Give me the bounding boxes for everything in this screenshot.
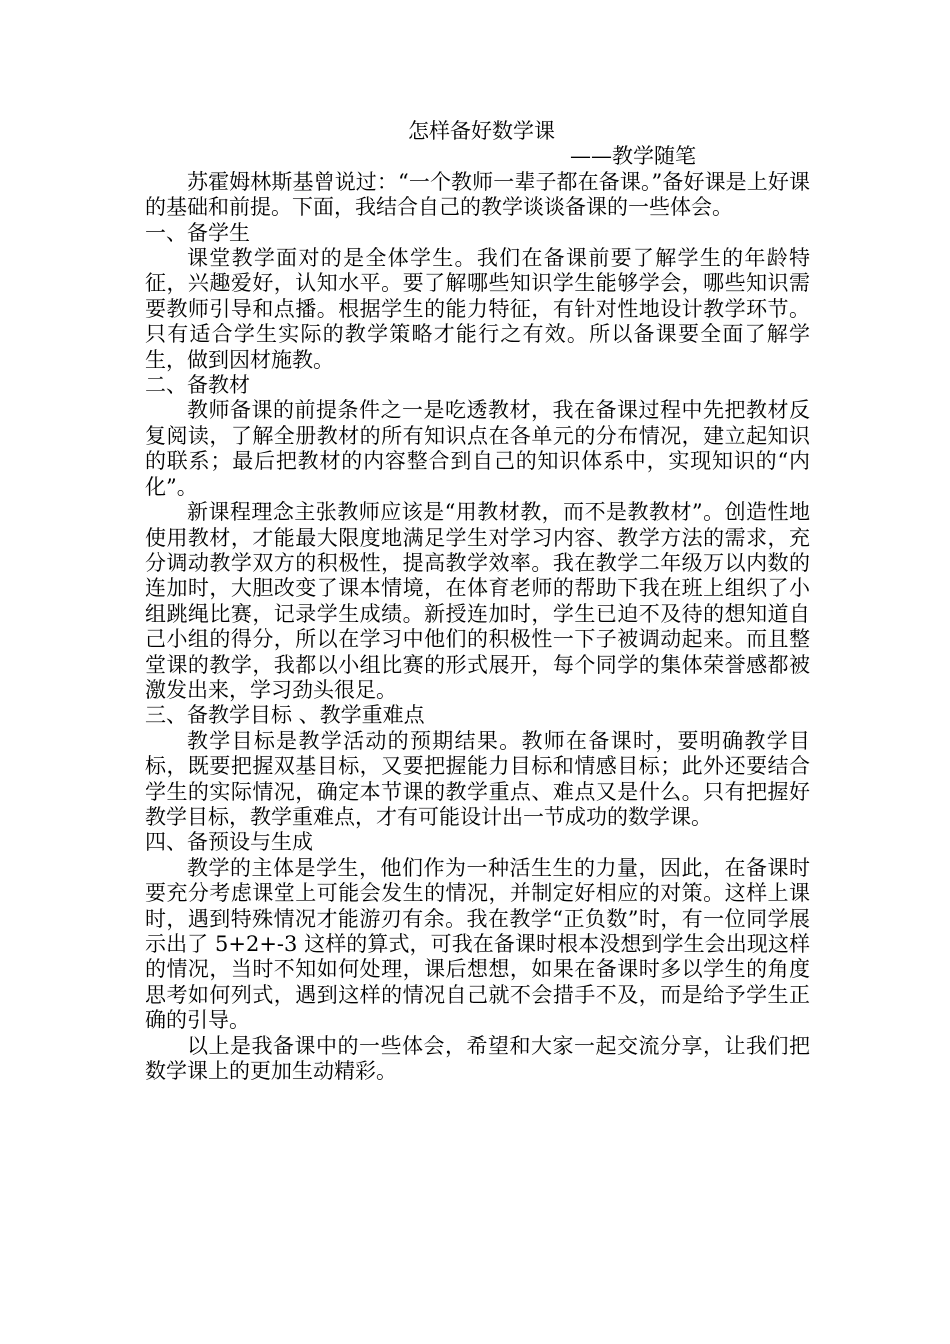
intro-paragraph: 苏霍姆林斯基曾说过：“一个教师一辈子都在备课。”备好课是上好课的基础和前提。下面，我结合自己的教学谈谈备课的一些体会。 (145, 169, 810, 220)
section-paragraph: 新课程理念主张教师应该是“用教材教，而不是教教材”。创造性地使用教材，才能最大限度地满足学生对学习内容、教学方法的需求，充分调动教学双方的积极性，提高教学效率。我在教学二年级万以内数的连加时，大胆改变了课本情境，在体育老师的帮助下我在班上组织了小组跳绳比赛，记录学生成绩。新授连加时，学生已迫不及待的想知道自己小组的得分，所以在学习中他们的积极性一下子被调动起来。而且整堂课的教学，我都以小组比赛的形式展开，每个同学的集体荣誉感都被激发出来，学习劲头很足。 (145, 500, 810, 702)
section-heading-textbook: 二、备教材 (145, 373, 250, 398)
section-heading-students: 一、备学生 (145, 220, 250, 245)
document-title: 怎样备好数学课 (408, 119, 555, 143)
section-paragraph: 课堂教学面对的是全体学生。我们在备课前要了解学生的年龄特征，兴趣爱好，认知水平。要了解哪些知识学生能够学会，哪些知识需要教师引导和点播。根据学生的能力特征，有针对性地设计教学环节。只有适合学生实际的教学策略才能行之有效。所以备课要全面了解学生，做到因材施教。 (145, 246, 810, 372)
section-paragraph: 教学的主体是学生，他们作为一种活生生的力量，因此，在备课时要充分考虑课堂上可能会发生的情况，并制定好相应的对策。这样上课时，遇到特殊情况才能游刃有余。我在教学“正负数”时，有一位同学展示出了 5+2+-3 这样的算式，可我在备课时根本没想到学生会出现这样的情况，当时不知如何处理，课后想想，如果在备课时多以学生的角度思考如何列式，遇到这样的情况自己就不会措手不及，而是给予学生正确的引导。 (145, 855, 810, 1033)
section-heading-goals: 三、备教学目标 、教学重难点 (145, 703, 425, 728)
section-heading-presetting: 四、备预设与生成 (145, 830, 313, 855)
document-body (145, 119, 810, 1084)
document-subtitle: ——教学随笔 (570, 144, 696, 169)
closing-paragraph: 以上是我备课中的一些体会，希望和大家一起交流分享，让我们把数学课上的更加生动精彩。 (145, 1033, 810, 1084)
section-paragraph: 教学目标是教学活动的预期结果。教师在备课时，要明确教学目标，既要把握双基目标，又要把握能力目标和情感目标；此外还要结合学生的实际情况，确定本节课的教学重点、难点又是什么。只有把握好教学目标，教学重难点，才有可能设计出一节成功的数学课。 (145, 728, 810, 829)
section-paragraph: 教师备课的前提条件之一是吃透教材，我在备课过程中先把教材反复阅读，了解全册教材的所有知识点在各单元的分布情况，建立起知识的联系；最后把教材的内容整合到自己的知识体系中，实现知识的“内化”。 (145, 398, 810, 499)
